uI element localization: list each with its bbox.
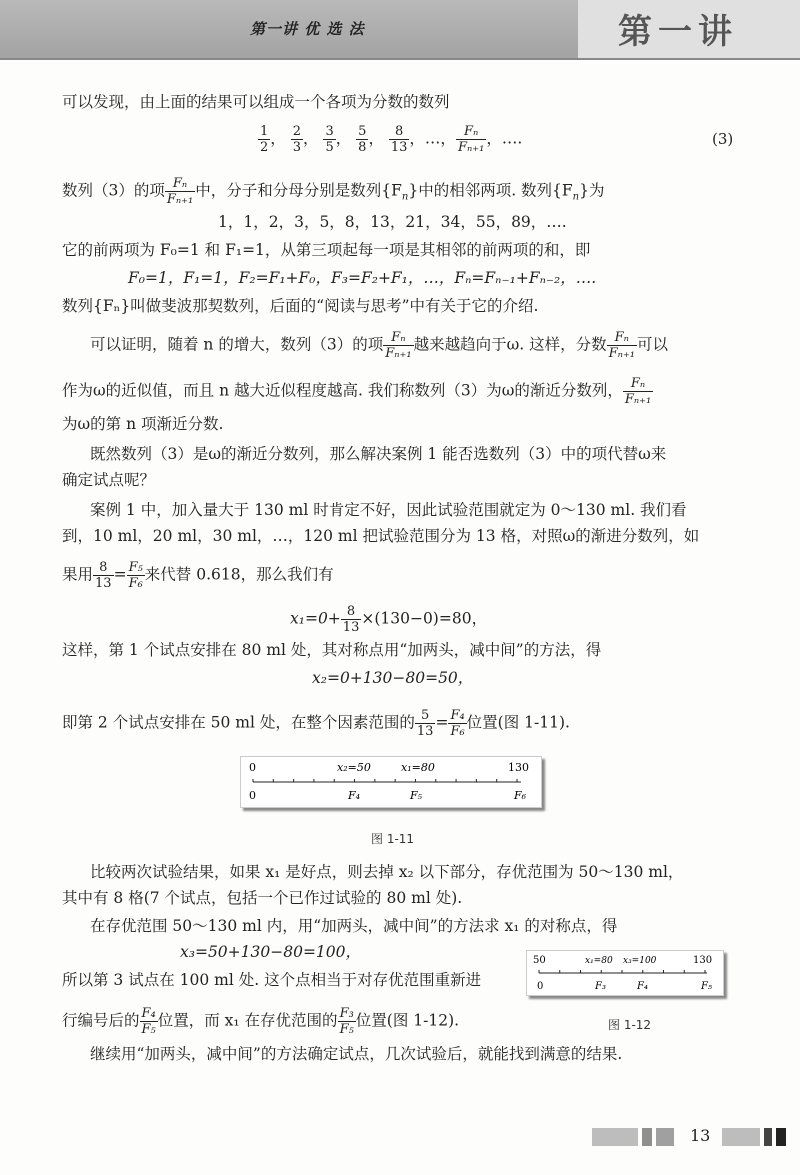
footer-decoration [722, 1128, 760, 1146]
paragraph-line: 作为ω的近似值，而且 n 越大近似程度越高. 我们称数列（3）为ω的渐近分数列， $\frac{\text{Fₙ}}{\text{Fₙ₊₁}}$ [62, 376, 652, 407]
bottom-label: F₅ [701, 981, 712, 992]
paragraph-line: 它的前两项为 F₀=1 和 F₁=1，从第三项起每一项是其相邻的前两项的和，即 [62, 241, 591, 259]
fraction: $\frac{\text{Fₙ}}{\text{Fₙ₊₁}}$ [457, 124, 485, 155]
fibonacci-sequence: 1，1，2，3，5，8，13，21，34，55，89，…. [218, 213, 567, 231]
footer-decoration [656, 1128, 674, 1146]
paragraph-line: 到，10 ml，20 ml，30 ml，…，120 ml 把试验范围分为 13 格，对照ω的渐进分数列，如 [62, 527, 700, 545]
fraction: $\frac{8}{13}$ [390, 124, 408, 155]
fraction: $\frac{2}{3}$ [292, 124, 301, 155]
paragraph-line: 可以证明，随着 n 的增大，数列（3）的项 $\frac{\text{Fₙ}}{\text{Fₙ₊₁}}$ 越来越趋向于ω. 这样，分数 $\frac{\text{Fₙ}}{\text{Fₙ₊₁}}$ 可以 [90, 330, 668, 361]
fraction: $\frac{\text{Fₙ}}{\text{Fₙ₊₁}}$ [608, 330, 635, 361]
equation-x2: x₂=0+130−80=50， [312, 669, 474, 687]
top-label: 130 [508, 761, 529, 774]
bottom-label: 0 [537, 981, 544, 992]
top-label: x₃=100 [623, 956, 657, 966]
fraction: $\frac{1}{2}$ [260, 124, 269, 155]
number-line-1-12 [527, 951, 723, 995]
chapter-title: 第一讲 优 选 法 [250, 20, 365, 38]
top-label: 130 [693, 955, 713, 966]
number-line-1-11 [241, 757, 541, 807]
paragraph-line: 可以发现，由上面的结果可以组成一个各项为分数的数列 [62, 93, 450, 111]
top-label: 0 [249, 761, 256, 774]
top-label: x₁=80 [401, 761, 435, 774]
bottom-label: 0 [249, 789, 256, 802]
paragraph-line: 案例 1 中，加入量大于 130 ml 时肯定不好，因此试验范围就定为 0～130 ml. 我们看 [90, 501, 687, 519]
equation-x3: x₃=50+130−80=100， [180, 943, 362, 961]
fraction: $\frac{\text{Fₙ}}{\text{Fₙ₊₁}}$ [624, 376, 652, 407]
paragraph-line: 果用 $\frac{8}{13}$ = $\frac{\text{F₅}}{\text{F₆}}$ 来代替 0.618，那么我们有 [62, 560, 334, 591]
footer-decoration [642, 1128, 652, 1146]
paragraph-line: 确定试点呢？ [62, 471, 156, 489]
fraction: $\frac{\text{Fₙ}}{\text{Fₙ₊₁}}$ [166, 176, 194, 207]
fraction: $\frac{3}{5}$ [325, 124, 334, 155]
fraction: $\frac{5}{8}$ [358, 124, 367, 155]
fraction: $\frac{\text{F₄}}{\text{F₆}}$ [450, 708, 465, 739]
fraction: $\frac{5}{13}$ [416, 708, 434, 739]
figure-1-12 [526, 950, 724, 996]
bottom-label: F₅ [410, 789, 423, 802]
footer-decoration [592, 1128, 638, 1146]
paragraph-line: 即第 2 个试点安排在 50 ml 处，在整个因素范围的 $\frac{5}{13}$ = $\frac{\text{F₄}}{\text{F₆}}$ 位置(图 1-11). [62, 708, 570, 739]
equation-label: (3) [712, 130, 734, 148]
bottom-label: F₆ [514, 789, 527, 802]
fraction: $\frac{8}{13}$ [95, 560, 112, 591]
paragraph-line: 继续用“加两头，减中间”的方法确定试点，几次试验后，就能找到满意的结果. [90, 1045, 623, 1063]
paragraph-line: 为ω的第 n 项渐近分数. [62, 415, 224, 433]
paragraph-line: 比较两次试验结果，如果 x₁ 是好点，则去掉 x₂ 以下部分，存优范围为 50～130 ml， [90, 863, 684, 881]
paragraph-line: 所以第 3 试点在 100 ml 处. 这个点相当于对存优范围重新进 [62, 971, 482, 989]
footer-decoration [776, 1128, 786, 1146]
top-label: 50 [533, 955, 546, 966]
paragraph-line: 这样，第 1 个试点安排在 80 ml 处，其对称点用“加两头，减中间”的方法，得 [62, 641, 602, 659]
figure-caption: 图 1-12 [608, 1018, 652, 1032]
paragraph-line: 数列{Fₙ}叫做斐波那契数列，后面的“阅读与思考”中有关于它的介绍. [62, 297, 539, 315]
paragraph-line: 在存优范围 50～130 ml 内，用“加两头，减中间”的方法求 x₁ 的对称点，得 [90, 917, 618, 935]
paragraph-line: 行编号后的 $\frac{\text{F₄}}{\text{F₅}}$ 位置，而 x₁ 在存优范围的 $\frac{\text{F₃}}{\text{F₅}}$ 位置(图 1-12). [62, 1006, 460, 1037]
figure-1-11 [240, 756, 542, 808]
chapter-badge [578, 0, 800, 58]
paragraph-line: 既然数列（3）是ω的渐近分数列，那么解决案例 1 能否选数列（3）中的项代替ω来 [90, 445, 667, 463]
recurrence-formula: F₀=1，F₁=1，F₂=F₁+F₀，F₃=F₂+F₁，…，Fₙ=Fₙ₋₁+Fₙ₋₂，…. [128, 269, 597, 287]
footer-decoration [764, 1128, 772, 1146]
page-header [0, 0, 800, 60]
top-label: x₁=80 [585, 956, 613, 966]
bottom-label: F₃ [595, 981, 606, 992]
fraction: $\frac{8}{13}$ [342, 604, 360, 635]
bottom-label: F₄ [348, 789, 361, 802]
equation-x1: x₁=0+ $\frac{8}{13}$ ×(130−0)=80， [290, 604, 488, 635]
figure-caption: 图 1-11 [371, 832, 415, 846]
fraction: $\frac{\text{Fₙ}}{\text{Fₙ₊₁}}$ [385, 330, 412, 361]
bottom-label: F₄ [637, 981, 648, 992]
page-number: 13 [690, 1126, 711, 1145]
fraction: $\frac{\text{F₄}}{\text{F₅}}$ [141, 1006, 156, 1037]
fraction: $\frac{\text{F₃}}{\text{F₅}}$ [339, 1006, 354, 1037]
fraction-sequence: $\frac{1}{2}$ ， $\frac{2}{3}$ ， $\frac{3}{5}$ ， $\frac{5}{8}$ ， $\frac{8}{13}$ ，…， $\frac{\text{Fₙ}}{\text{Fₙ₊₁}}$ ，…. [260, 124, 523, 155]
paragraph-line: 其中有 8 格(7 个试点，包括一个已作过试验的 80 ml 处). [62, 889, 463, 907]
top-label: x₂=50 [337, 761, 371, 774]
chapter-badge-text: 第一讲 [618, 12, 738, 52]
fraction: $\frac{\text{F₅}}{\text{F₆}}$ [128, 560, 143, 591]
paragraph-line: 数列（3）的项 $\frac{\text{Fₙ}}{\text{Fₙ₊₁}}$ 中，分子和分母分别是数列$\{F_n\}$中的相邻两项. 数列$\{F_n\}$为 [62, 176, 605, 207]
